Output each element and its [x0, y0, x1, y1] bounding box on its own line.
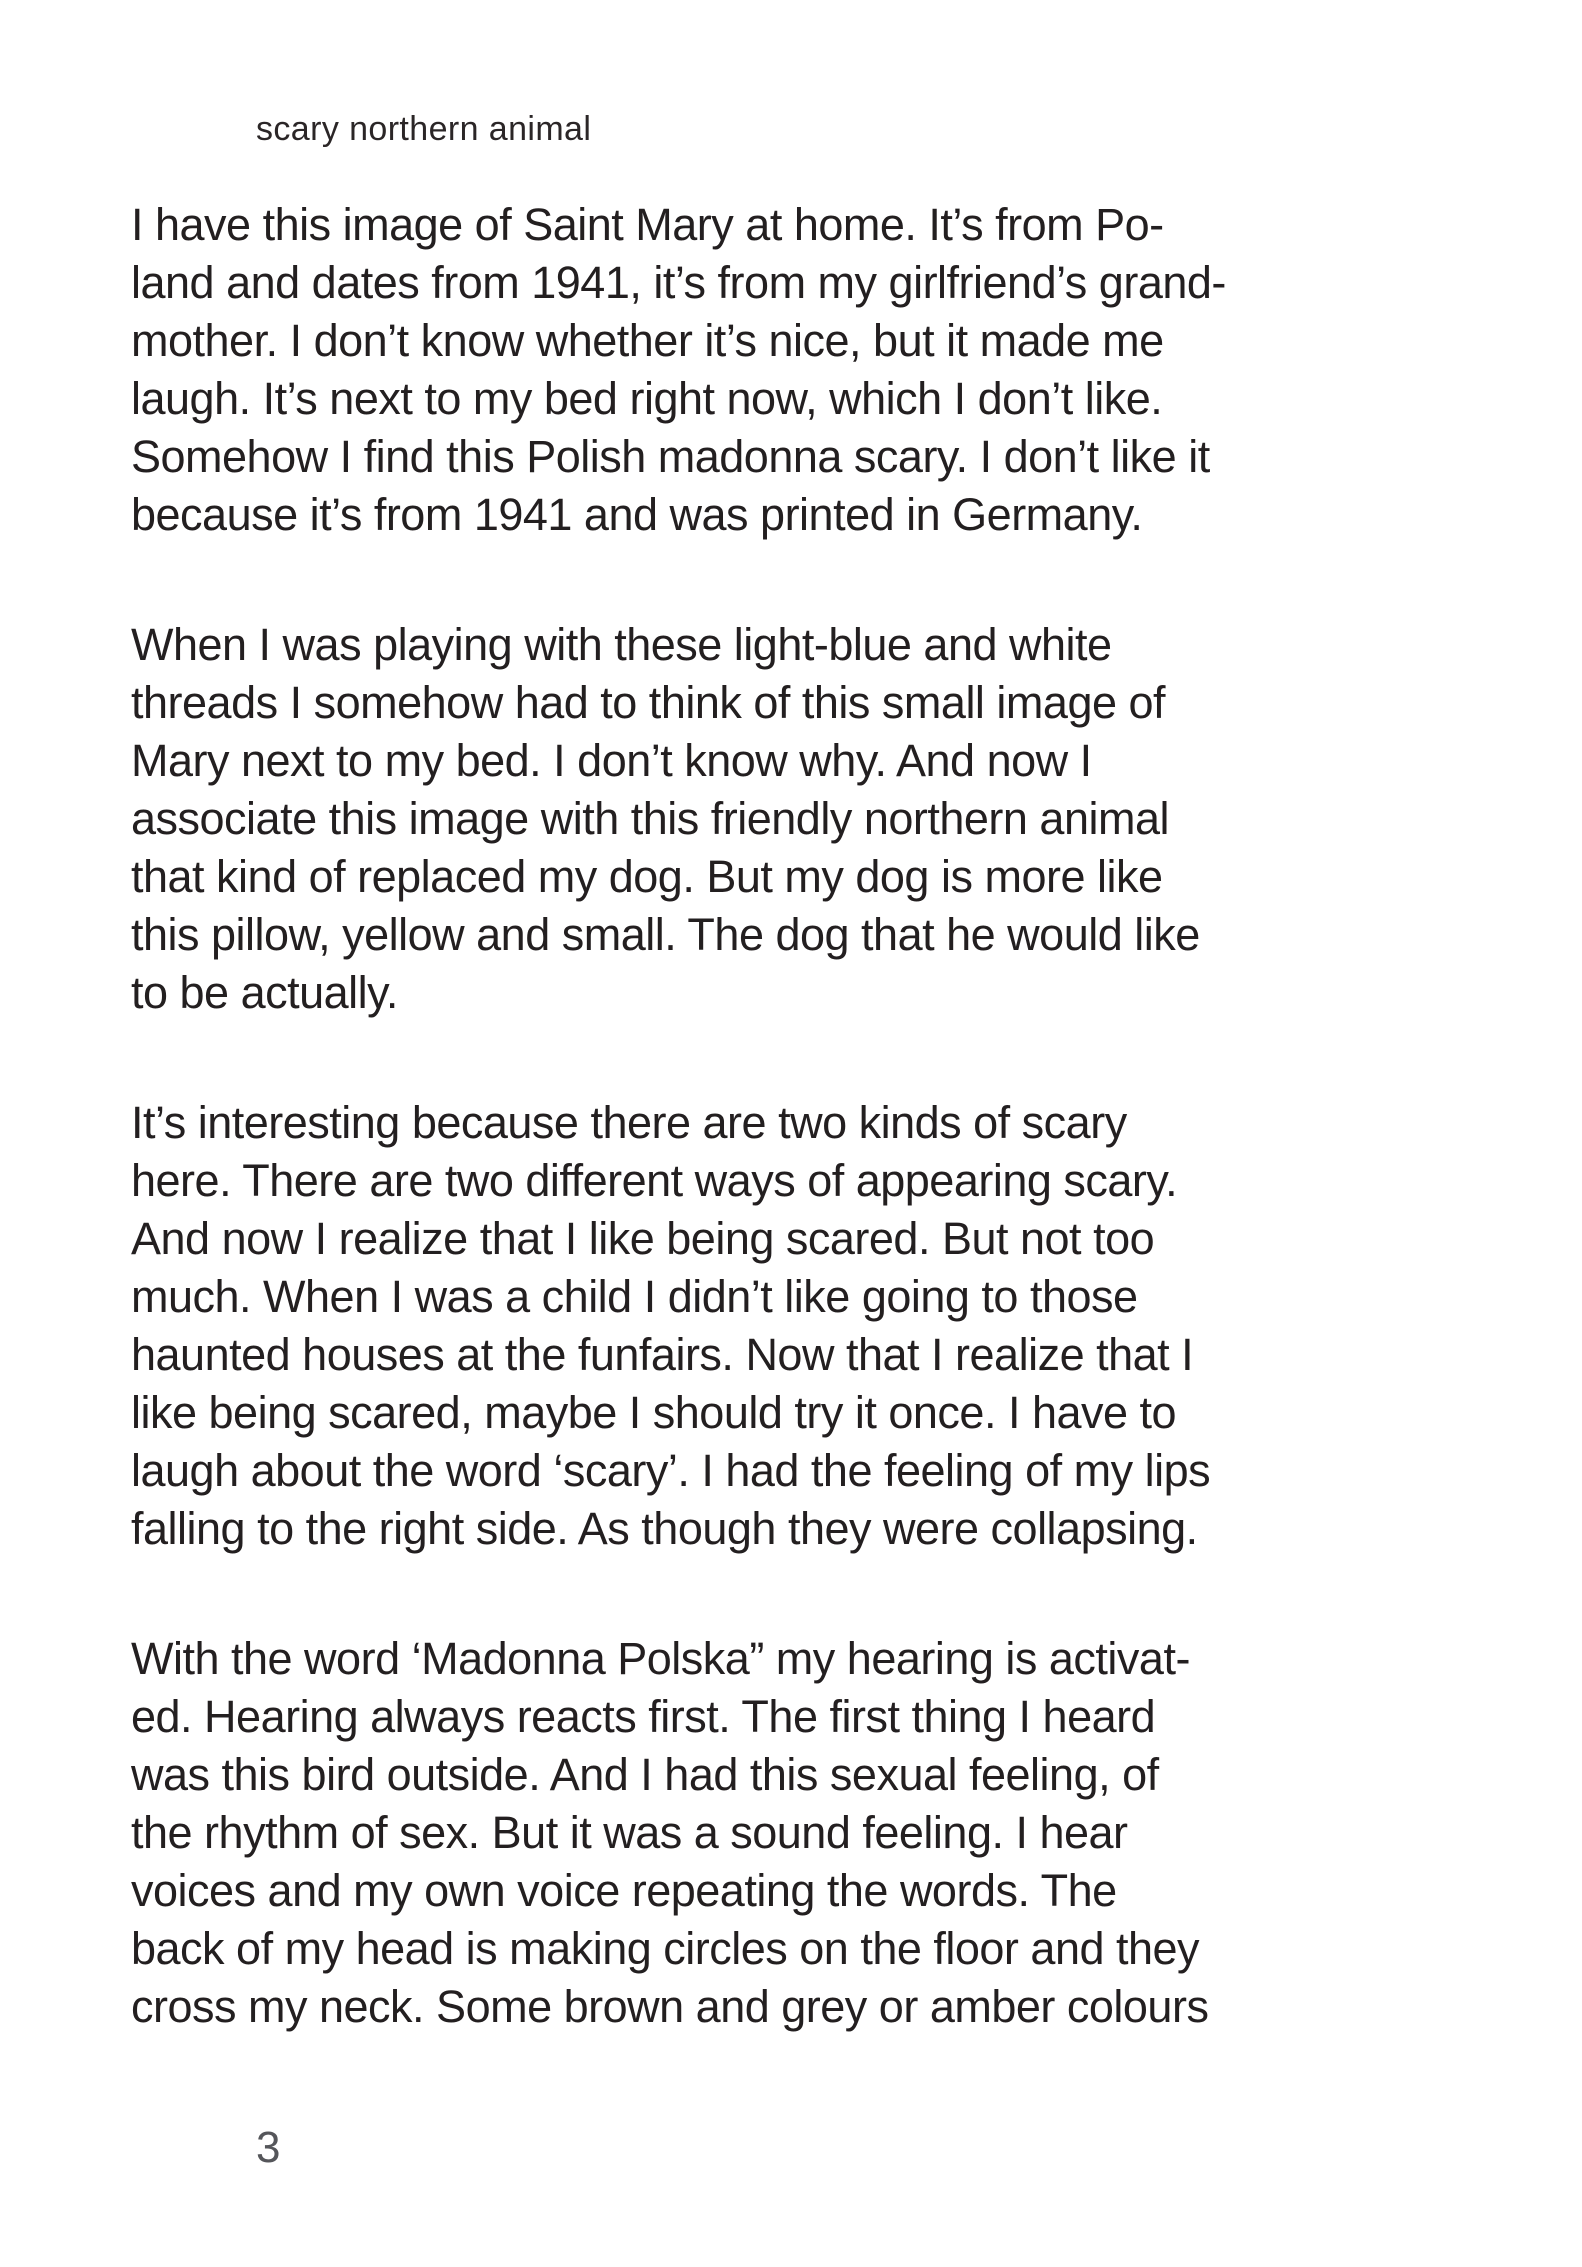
- text-line: ed. Hearing always reacts first. The first thing I heard: [131, 1691, 1156, 1742]
- text-line: back of my head is making circles on the floor and they: [131, 1923, 1200, 1974]
- text-line: With the word ‘Madonna Polska” my hearing is activat-: [131, 1633, 1190, 1684]
- text-line: It’s interesting because there are two kinds of scary: [131, 1097, 1127, 1148]
- text-line: I have this image of Saint Mary at home. It’s from Po-: [131, 199, 1164, 250]
- paragraph: [131, 1630, 1421, 2036]
- text-line: falling to the right side. As though they were collapsing.: [131, 1503, 1198, 1554]
- text-line: the rhythm of sex. But it was a sound feeling. I hear: [131, 1807, 1128, 1858]
- paragraph: [131, 616, 1421, 1022]
- page-number: 3: [256, 2123, 281, 2172]
- text-line: because it’s from 1941 and was printed in Germany.: [131, 489, 1143, 540]
- text-line: Mary next to my bed. I don’t know why. And now I: [131, 735, 1092, 786]
- text-line: associate this image with this friendly northern animal: [131, 793, 1169, 844]
- paragraph: [131, 196, 1421, 544]
- running-header: scary northern animal: [256, 110, 592, 148]
- text-line: laugh. It’s next to my bed right now, which I don’t like.: [131, 373, 1163, 424]
- text-line: like being scared, maybe I should try it once. I have to: [131, 1387, 1177, 1438]
- text-line: here. There are two different ways of appearing scary.: [131, 1155, 1178, 1206]
- text-line: to be actually.: [131, 967, 398, 1018]
- paragraph: [131, 1094, 1421, 1558]
- text-line: When I was playing with these light-blue and white: [131, 619, 1112, 670]
- text-line: was this bird outside. And I had this sexual feeling, of: [131, 1749, 1159, 1800]
- text-line: that kind of replaced my dog. But my dog is more like: [131, 851, 1163, 902]
- text-line: this pillow, yellow and small. The dog that he would like: [131, 909, 1200, 960]
- text-line: laugh about the word ‘scary’. I had the feeling of my lips: [131, 1445, 1211, 1496]
- text-line: And now I realize that I like being scared. But not too: [131, 1213, 1155, 1264]
- text-line: voices and my own voice repeating the words. The: [131, 1865, 1117, 1916]
- text-line: mother. I don’t know whether it’s nice, but it made me: [131, 315, 1164, 366]
- text-line: Somehow I find this Polish madonna scary. I don’t like it: [131, 431, 1210, 482]
- text-line: cross my neck. Some brown and grey or amber colours: [131, 1981, 1209, 2032]
- text-line: threads I somehow had to think of this small image of: [131, 677, 1166, 728]
- text-line: haunted houses at the funfairs. Now that I realize that I: [131, 1329, 1194, 1380]
- text-line: land and dates from 1941, it’s from my girlfriend’s grand-: [131, 257, 1226, 308]
- text-line: much. When I was a child I didn’t like going to those: [131, 1271, 1138, 1322]
- body-text: [131, 196, 1421, 2108]
